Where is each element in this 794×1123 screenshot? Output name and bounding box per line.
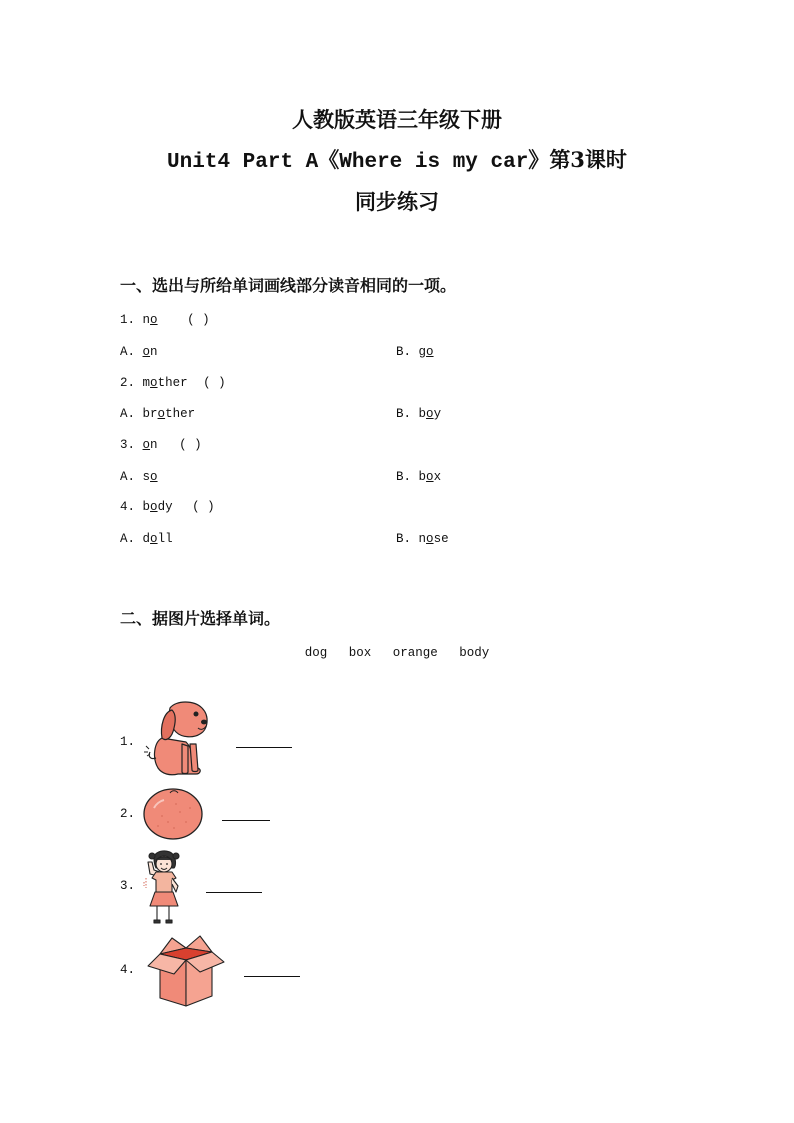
option-b[interactable]: B. boy xyxy=(396,407,442,421)
lesson-number: 第3课时 xyxy=(549,147,627,172)
answer-paren[interactable]: ( ) xyxy=(179,438,202,452)
word-bank-item: box xyxy=(348,646,372,660)
question-number: 2. xyxy=(120,376,136,390)
answer-blank[interactable] xyxy=(222,820,270,821)
answer-blank[interactable] xyxy=(206,892,262,893)
option-b[interactable]: B. box xyxy=(396,470,442,484)
question-3 xyxy=(120,438,202,452)
picture-item-number: 4. xyxy=(120,963,136,977)
question-1 xyxy=(120,313,210,327)
question-word: body xyxy=(142,500,173,514)
word-bank xyxy=(0,646,794,660)
answer-paren[interactable]: ( ) xyxy=(192,500,215,514)
dog-icon xyxy=(140,698,210,778)
answer-blank[interactable] xyxy=(244,976,300,977)
section-1-title: 一、选出与所给单词画线部分读音相同的一项。 xyxy=(120,276,457,295)
box-icon xyxy=(146,934,226,1008)
orange-icon xyxy=(142,786,204,840)
option-a[interactable]: A. so xyxy=(120,470,158,484)
word-bank-item: dog xyxy=(304,646,328,660)
word-bank-item: orange xyxy=(392,646,438,660)
question-word: on xyxy=(142,438,158,452)
question-word: mother xyxy=(142,376,188,390)
question-number: 1. xyxy=(120,313,136,327)
girl-icon xyxy=(142,848,186,926)
worksheet-type: 同步练习 xyxy=(355,189,439,214)
question-number: 4. xyxy=(120,500,136,514)
option-a[interactable]: A. doll xyxy=(120,532,173,546)
answer-paren[interactable]: ( ) xyxy=(187,313,210,327)
question-word: no xyxy=(142,313,158,327)
section-2-title: 二、据图片选择单词。 xyxy=(120,609,281,628)
worksheet-title: 人教版英语三年级下册 xyxy=(292,107,502,132)
question-4 xyxy=(120,500,215,514)
option-a[interactable]: A. brother xyxy=(120,407,196,421)
word-bank-item: body xyxy=(459,646,490,660)
question-number: 3. xyxy=(120,438,136,452)
picture-item-number: 3. xyxy=(120,879,136,893)
picture-item-number: 2. xyxy=(120,807,136,821)
worksheet-subtitle xyxy=(0,144,794,174)
unit-title: Unit4 Part A《Where is my car》 xyxy=(167,151,550,174)
answer-paren[interactable]: ( ) xyxy=(203,376,226,390)
question-2 xyxy=(120,376,226,390)
picture-item-number: 1. xyxy=(120,735,136,749)
option-b[interactable]: B. nose xyxy=(396,532,449,546)
answer-blank[interactable] xyxy=(236,747,292,748)
option-a[interactable]: A. on xyxy=(120,345,158,359)
option-b[interactable]: B. go xyxy=(396,345,434,359)
